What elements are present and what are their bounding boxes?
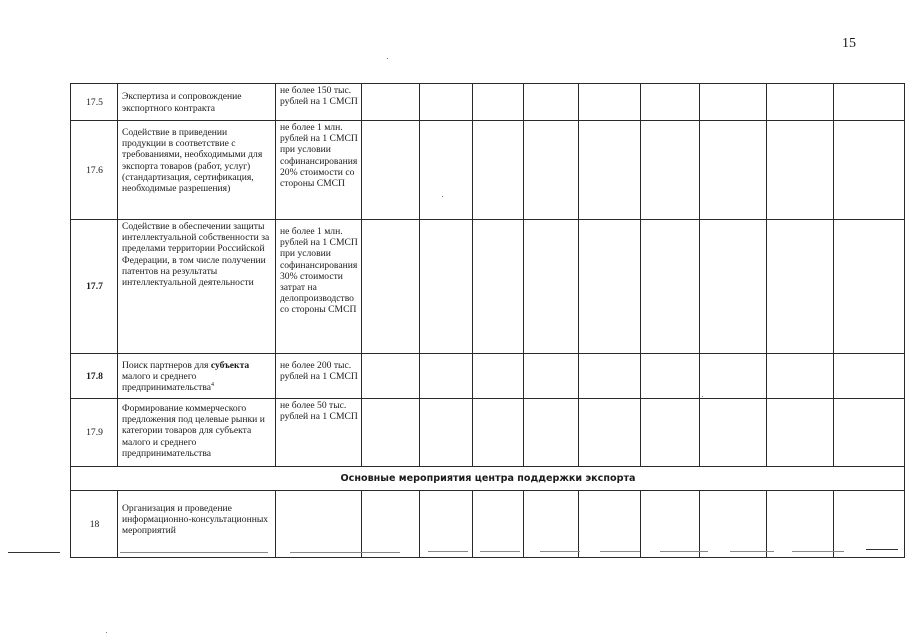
empty-cell (834, 354, 905, 399)
empty-cell (641, 220, 700, 354)
empty-cell (524, 121, 579, 220)
empty-cell (700, 354, 767, 399)
empty-cell (579, 399, 641, 467)
empty-cell (834, 220, 905, 354)
empty-cell (420, 220, 473, 354)
measure-name: Экспертиза и сопровождение экспортного контракта (118, 84, 276, 121)
row-number: 17.6 (71, 121, 118, 220)
table-row (71, 84, 905, 121)
measure-name: Формирование коммерческого предложения под целевые рынки и категории товаров для субъекта малого и среднего предпринимательства (118, 399, 276, 467)
empty-cell (420, 84, 473, 121)
empty-cell (473, 354, 524, 399)
scan-line (540, 551, 580, 552)
scan-speck (702, 396, 703, 397)
table-row (71, 491, 905, 558)
footnote-mark: 4 (211, 382, 215, 389)
empty-cell (420, 491, 473, 558)
scan-line (8, 552, 60, 553)
row-number: 17.5 (71, 84, 118, 121)
empty-cell (579, 354, 641, 399)
scan-line (792, 551, 844, 552)
row-number: 17.8 (71, 354, 118, 399)
scan-line (480, 551, 520, 552)
empty-cell (834, 399, 905, 467)
empty-cell (524, 399, 579, 467)
scan-line (428, 551, 468, 552)
empty-cell (524, 491, 579, 558)
empty-cell (420, 121, 473, 220)
empty-cell (524, 220, 579, 354)
section-title: Основные мероприятия центра поддержки экспорта (71, 467, 905, 491)
empty-cell (579, 121, 641, 220)
empty-cell (420, 399, 473, 467)
measure-name (118, 354, 276, 399)
support-limit: не более 1 млн. рублей на 1 СМСП при условии софинансирования 20% стоимости со стороны СМСП (276, 121, 362, 220)
empty-cell (276, 491, 362, 558)
measure-name-bold: субъекта (210, 360, 250, 371)
empty-cell (641, 399, 700, 467)
scan-speck (442, 196, 443, 197)
measure-name-part: малого и среднего предпринимательства (122, 371, 212, 394)
table-row (71, 399, 905, 467)
empty-cell (767, 491, 834, 558)
support-limit: не более 200 тыс. рублей на 1 СМСП (276, 354, 362, 399)
empty-cell (362, 121, 420, 220)
empty-cell (579, 220, 641, 354)
measures-table (70, 83, 905, 558)
measure-name-part: Поиск партнеров для (122, 360, 211, 371)
scan-speck (106, 632, 107, 633)
empty-cell (767, 354, 834, 399)
empty-cell (362, 354, 420, 399)
empty-cell (700, 491, 767, 558)
empty-cell (641, 84, 700, 121)
scan-line (600, 551, 640, 552)
scan-line (660, 551, 708, 552)
empty-cell (834, 84, 905, 121)
empty-cell (420, 354, 473, 399)
table-row (71, 220, 905, 354)
empty-cell (362, 491, 420, 558)
table-row (71, 354, 905, 399)
empty-cell (767, 220, 834, 354)
empty-cell (473, 220, 524, 354)
empty-cell (473, 399, 524, 467)
scan-speck (387, 58, 388, 59)
empty-cell (834, 121, 905, 220)
empty-cell (579, 84, 641, 121)
empty-cell (524, 354, 579, 399)
empty-cell (362, 84, 420, 121)
row-number: 18 (71, 491, 118, 558)
page-number: 15 (842, 36, 856, 51)
empty-cell (524, 84, 579, 121)
row-number: 17.7 (71, 220, 118, 354)
scan-line (866, 549, 898, 550)
empty-cell (767, 399, 834, 467)
scan-line (290, 552, 400, 553)
support-limit: не более 1 млн. рублей на 1 СМСП при условии софинансирования 30% стоимости затрат на делопроизводство со стороны СМСП (276, 220, 362, 354)
empty-cell (362, 399, 420, 467)
empty-cell (579, 491, 641, 558)
empty-cell (473, 491, 524, 558)
empty-cell (767, 84, 834, 121)
empty-cell (473, 121, 524, 220)
empty-cell (700, 121, 767, 220)
empty-cell (473, 84, 524, 121)
empty-cell (641, 121, 700, 220)
row-number: 17.9 (71, 399, 118, 467)
section-header-row (71, 467, 905, 491)
empty-cell (641, 491, 700, 558)
support-limit: не более 150 тыс. рублей на 1 СМСП (276, 84, 362, 121)
empty-cell (700, 399, 767, 467)
support-limit: не более 50 тыс. рублей на 1 СМСП (276, 399, 362, 467)
table-row (71, 121, 905, 220)
scan-line (120, 552, 268, 553)
empty-cell (767, 121, 834, 220)
empty-cell (641, 354, 700, 399)
empty-cell (700, 220, 767, 354)
measure-name: Содействие в приведении продукции в соответствие с требованиями, необходимыми для экспорта товаров (работ, услуг) (стандартизация, сертификация, необходимые разрешения) (118, 121, 276, 220)
empty-cell (700, 84, 767, 121)
scan-line (730, 551, 774, 552)
empty-cell (834, 491, 905, 558)
measure-name: Содействие в обеспечении защиты интеллектуальной собственности за пределами территории Российской Федерации, в том числе получении патентов на результаты интеллектуальной деятельности (118, 220, 276, 354)
measure-name: Организация и проведение информационно-консультационных мероприятий (118, 491, 276, 558)
empty-cell (362, 220, 420, 354)
